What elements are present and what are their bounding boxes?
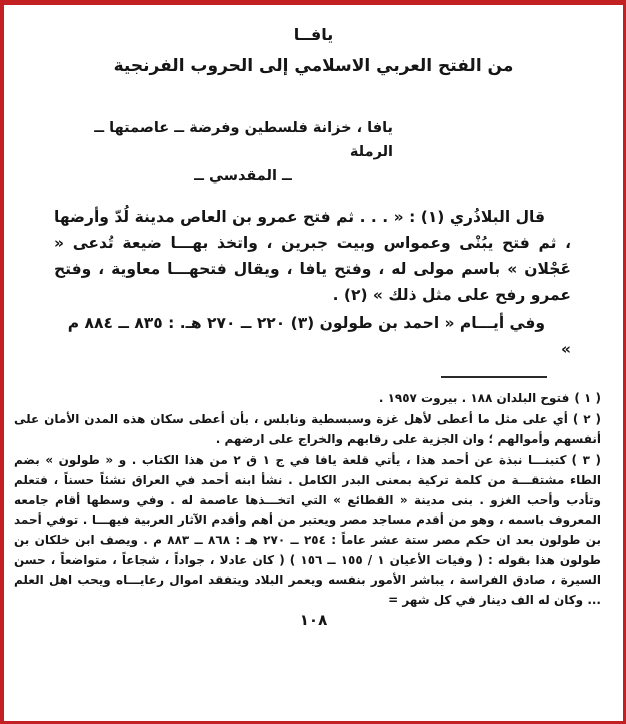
epigraph-block [93, 116, 393, 184]
page-number: ١٠٨ [299, 611, 328, 629]
footnote-1 [14, 388, 601, 408]
page-title: يافــا [293, 25, 334, 44]
body-paragraph-2: وفي أيـــام « احمد بن طولون (٣) ٢٢٠ ــ ٢٧٠ هـ. : ٨٣٥ ــ ٨٨٤ م » [67, 314, 571, 358]
footnote-1-marker: ( ١ ) [574, 391, 601, 405]
page-subtitle: من الفتح العربي الاسلامي إلى الحروب الفرنجية [113, 56, 514, 76]
epigraph-text: يافا ، خزانة فلسطين وفرضة ــ عاصمتها ــ الرملة [94, 120, 393, 160]
footnote-3 [14, 450, 601, 610]
body-text-column [4, 204, 623, 362]
footnote-2-marker: ( ٢ ) [572, 412, 601, 426]
footnote-2 [14, 409, 601, 449]
footnotes-section [4, 378, 623, 610]
footnote-3-text: كتبنـــا نبذة عن أحمد هذا ، يأتي قلعة يافا في ج ١ ق ٢ من هذا الكتاب . و « طولون » بضم الطاء مشتقـــة من كلمة تركية بمعنى البدر الكامل . نشأ ابنه أحمد في العراق نشئاً حسناً ، فتعلم وتأدب وأحب الغزو . بنى مدينة « القطائع » التي اتخـــذها عاصمة له . وفي وسطها أقام جامعه المعروف باسمه ، وهو من أقدم مساجد مصر ويعتبر من أهم وأقدم الآثار العربية فيهـــا . توفي أحمد بن طولون بعد ان حكم مصر ستة عشر عاماً : ٢٥٤ ــ ٢٧٠ هـ : ٨٦٨ ــ ٨٨٣ م . ويصف ابن خلكان بن طولون هذا بقوله : ( وفيات الأعيان ١ / ١٥٥ ــ ١٥٦ ) ( كان عادلا ، جواداً ، شجاعاً ، متواضعاً ، حسن السيرة ، صادق الفراسة ، يباشر الأمور بنفسه ويعمر البلاد ويتفقد اموال رعايـــاه ويحب اهل العلم ... وكان له الف دينار في كل شهر = [14, 453, 601, 607]
footnote-1-text: فتوح البلدان ١٨٨ . بيروت ١٩٥٧ . [378, 391, 570, 405]
footnote-2-text: أي على مثل ما أعطى لأهل غزة وسبسطية ونابلس ، بأن أعطى سكان هذه المدن الأمان على أنفسهم وأموالهم ؛ وان الجزية على رقابهم والخراج على ارضهم . [14, 412, 601, 446]
epigraph-attribution: ــ المقدسي ــ [194, 168, 292, 184]
body-paragraph-1: قال البلاذُري (١) : « . . . ثم فتح عمرو بن العاص مدينة لُدّ وأرضها ، ثم فتح يبُنْى وعمواس وبيت جبرين ، واتخذ بهـــا ضيعة تُدعى « عَجْلان » باسم مولى له ، وفتح يافا ، ويقال فتحهـــا معاوية ، وفتح عمرو رفح على مثل ذلك » (٢) . [54, 208, 571, 304]
footnote-3-marker: ( ٣ ) [571, 453, 601, 467]
